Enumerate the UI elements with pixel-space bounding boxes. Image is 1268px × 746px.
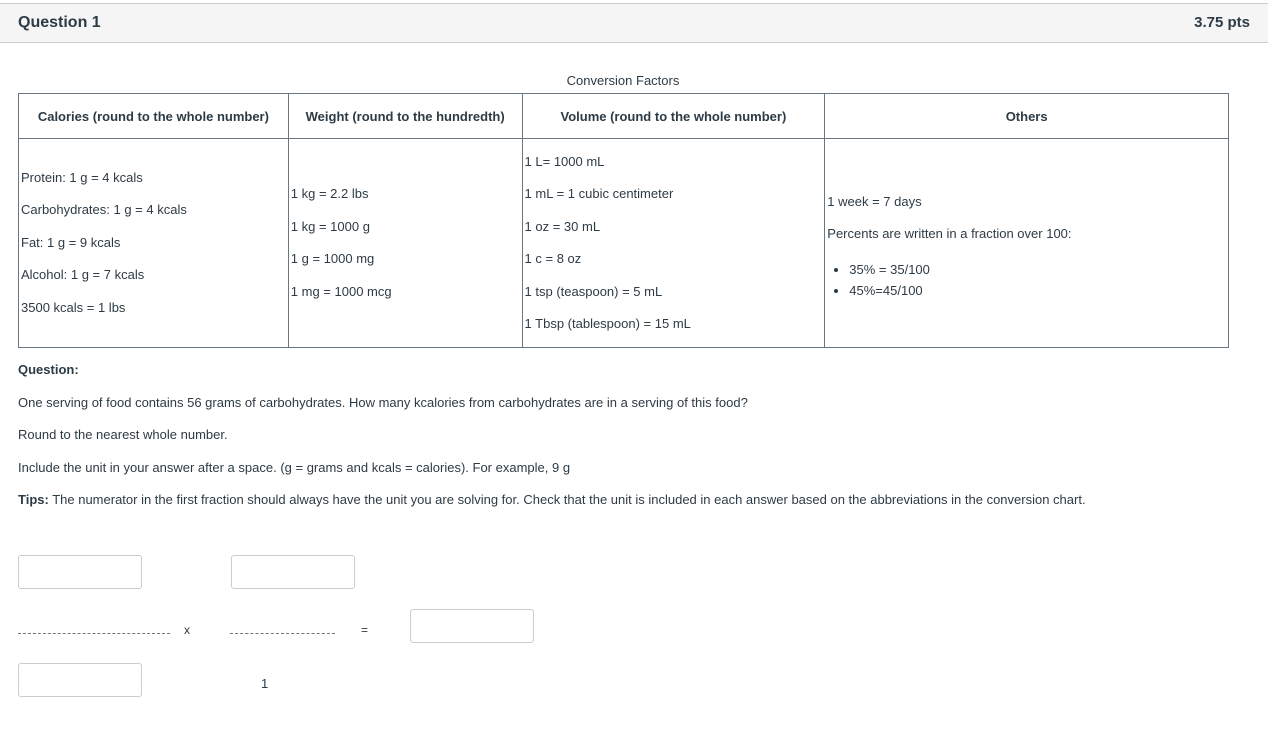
weight-item: 1 kg = 2.2 lbs <box>290 186 369 201</box>
volume-item: 1 Tbsp (tablespoon) = 15 mL <box>524 316 691 331</box>
tips-text: The numerator in the first fraction should always have the unit you are solving for. Check that the unit is included in each answer based on the abbreviations in the conversion chart. <box>48 492 1086 507</box>
others-item: Percents are written in a fraction over 100: <box>827 226 1072 241</box>
times-sign: x <box>184 623 190 637</box>
others-item: 1 week = 7 days <box>827 193 922 209</box>
volume-cell <box>522 139 825 348</box>
equals-sign: = <box>361 623 369 637</box>
volume-item: 1 tsp (teaspoon) = 5 mL <box>524 283 663 299</box>
volume-item: 1 oz = 30 mL <box>524 218 601 234</box>
tips-paragraph <box>18 492 1086 507</box>
answer-input[interactable] <box>410 609 534 643</box>
calories-item: Alcohol: 1 g = 7 kcals <box>21 267 145 283</box>
denominator-fixed: 1 <box>261 676 269 691</box>
weight-item: 1 kg = 1000 g <box>290 218 370 234</box>
calories-item: Carbohydrates: 1 g = 4 kcals <box>21 202 187 218</box>
denominator-input-1[interactable] <box>18 663 142 697</box>
weight-cell <box>288 139 522 348</box>
question-label: Question: <box>18 362 79 377</box>
table-header-row <box>19 94 1229 139</box>
header-others: Others <box>825 94 1229 139</box>
volume-item: 1 c = 8 oz <box>524 251 582 266</box>
calories-cell <box>19 139 289 348</box>
rounding-instruction: Round to the nearest whole number. <box>18 427 228 442</box>
question-header <box>0 3 1268 43</box>
percent-list <box>827 259 1226 301</box>
calories-item: Protein: 1 g = 4 kcals <box>21 169 143 185</box>
calories-item: 3500 kcals = 1 lbs <box>21 299 126 315</box>
question-text: One serving of food contains 56 grams of carbohydrates. How many kcalories from carbohydrates are in a serving of this food? <box>18 395 748 410</box>
numerator-input-2[interactable] <box>231 555 355 589</box>
unit-instruction: Include the unit in your answer after a space. (g = grams and kcals = calories). For example, 9 g <box>18 460 571 475</box>
calories-item: Fat: 1 g = 9 kcals <box>21 234 121 250</box>
fraction-bar-1 <box>18 633 170 634</box>
volume-item: 1 mL = 1 cubic centimeter <box>524 186 674 201</box>
question-title: Question 1 <box>18 14 101 31</box>
list-item: • 35% = 35/100 <box>849 259 1226 280</box>
list-item: • 45%=45/100 <box>849 280 1226 301</box>
others-cell <box>825 139 1229 348</box>
header-volume: Volume (round to the whole number) <box>522 94 825 139</box>
numerator-input-1[interactable] <box>18 555 142 589</box>
header-calories: Calories (round to the whole number) <box>19 94 289 139</box>
question-points: 3.75 pts <box>1194 14 1250 31</box>
table-row <box>19 139 1229 348</box>
conversion-table <box>18 93 1229 348</box>
volume-item: 1 L= 1000 mL <box>524 153 605 169</box>
weight-item: 1 mg = 1000 mcg <box>290 283 392 299</box>
weight-item: 1 g = 1000 mg <box>290 251 375 266</box>
header-weight: Weight (round to the hundredth) <box>288 94 522 139</box>
table-caption: Conversion Factors <box>566 73 680 88</box>
tips-label: Tips: <box>18 492 49 507</box>
fraction-bar-2 <box>230 633 335 634</box>
